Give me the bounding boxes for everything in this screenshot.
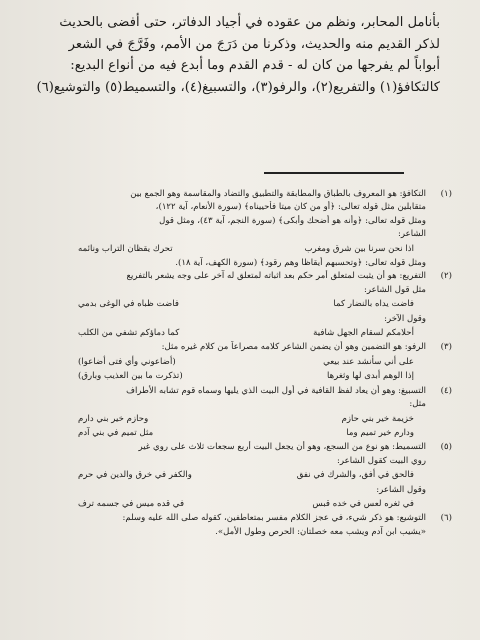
footnote-line: روي البيت كقول الشاعر:	[336, 455, 426, 466]
verse-second-hemistich: كما دماؤكم تشفي من الكلب	[78, 328, 180, 339]
footnote-line: الشاعر:	[397, 229, 426, 240]
verse	[18, 243, 426, 256]
verse-first-hemistich: فاضت يداه بالنضار كما	[333, 299, 414, 310]
footnote-number: (١)	[440, 189, 452, 199]
footnote-line: مثل:	[409, 399, 426, 410]
verse-first-hemistich: على أني سأنشد عند بيعي	[323, 356, 414, 367]
footnote-line: التسبيغ: وهو أن يعاد لفظ القافية في أول البيت الذي يليها وسماه قوم تشابه الأطراف	[126, 385, 426, 396]
footnote-number: (٥)	[440, 442, 452, 453]
footnote-number: (٤)	[440, 385, 452, 396]
verse-second-hemistich: فاضت ظباه في الوغى بدمي	[78, 299, 179, 310]
verse	[18, 427, 426, 440]
main-text-line: أبواباً لم يفرجها من كان له - قدم القدم وما أبدع فيه من أنواع البديع:	[70, 58, 440, 73]
verse-second-hemistich: تحرك يقظان التراب ونائمه	[78, 243, 173, 254]
verse-second-hemistich: وحازم خير بني دارم	[78, 413, 149, 424]
verse-second-hemistich: مثل تميم في بني آدم	[78, 427, 154, 438]
footnote-line: متقابلين مثل قوله تعالى: ﴿أو من كان ميتا فأحييناه﴾ (سورة الأنعام، آية ١٢٢)،	[155, 202, 426, 213]
verse-first-hemistich: اذا نحن سرنا بين شرق ومغرب	[304, 243, 414, 254]
footnote-line: التفريع: هو أن يثبت لمتعلق أمر حكم بعد اثباته لمتعلق له آخر على وجه يشعر بالتفريع	[126, 271, 426, 282]
footnote-number: (٦)	[440, 513, 452, 524]
footnote-line: التكافؤ: هو المعروف بالطباق والمطابقة والتطبيق والتضاد والمقاسمة وهو الجمع بين	[130, 189, 426, 199]
footnote-1	[18, 188, 452, 270]
verse	[18, 298, 426, 311]
verse	[18, 413, 426, 426]
verse-second-hemistich: والكفر في خرق والدين في حرم	[78, 470, 192, 481]
footnote-line: التسميط: هو نوع من السجع، وهو أن يجعل البيت أربع سجعات ثلاث على روي غير	[138, 442, 426, 453]
verse-second-hemistich: في قده ميس في جسمه ترف	[78, 498, 185, 509]
verse-first-hemistich: إذا الوهم أبدى لها وثغرها	[326, 371, 414, 382]
main-text-line: بأنامل المحابر، ونظم من عقوده في أجياد الدفاتر، حتى أفضى بالحديث	[59, 15, 440, 30]
footnote-5	[18, 441, 452, 511]
footnote-line: ومثل قوله تعالى: ﴿وأنه هو أضحك وأبكى﴾ (سورة النجم، آية ٤٣)، ومثل قول	[159, 215, 426, 226]
footnote-line: وقول الشاعر:	[376, 484, 426, 495]
footnote-2	[18, 270, 452, 340]
footnote-number: (٢)	[440, 271, 452, 282]
footnote-line: الرفو: هو التضمين وهو أن يضمن الشاعر كلامه مصراعاً من كلام غيره مثل:	[161, 342, 426, 353]
footnote-line: ومثل قوله تعالى: ﴿وتحسبهم أيقاظا وهم رقود﴾ (سورة الكهف، آية ١٨).	[175, 258, 426, 269]
footnote-line: «يشيب ابن آدم ويشب معه خصلتان: الحرص وطول الأمل».	[215, 526, 426, 537]
verse	[18, 370, 426, 383]
verse-first-hemistich: فالحق في أفق، والشرك في نفق	[296, 470, 414, 481]
main-text	[18, 12, 440, 98]
footnote-line: مثل قول الشاعر:	[363, 284, 426, 295]
verse-first-hemistich: ودارم خير تميم وما	[346, 427, 414, 438]
footnote-6	[18, 512, 452, 539]
footnote-line: وقول الآخر:	[384, 313, 426, 324]
main-text-line: كالتكافؤ(١) والتفريع(٢)، والرفو(٣)، والتسبيغ(٤)، والتسميط(٥) والتوشيع(٦)	[36, 79, 440, 95]
footnotes	[18, 188, 452, 539]
verse	[18, 469, 426, 482]
footnote-line: التوشيع: هو ذكر شيء، في عجز الكلام مفسر بمتعاطفين، كقوله صلى الله عليه وسلم:	[122, 513, 426, 524]
footnote-separator	[264, 172, 404, 174]
verse	[18, 327, 426, 340]
verse-first-hemistich: خزيمة خير بني حازم	[341, 413, 414, 424]
verse-first-hemistich: أحلامكم لسقام الجهل شافية	[313, 328, 414, 339]
verse-first-hemistich: في ثغره لعس في خده قبس	[312, 498, 414, 509]
footnote-4	[18, 385, 452, 441]
verse-second-hemistich: (أضاعوني وأي فتى أضاعوا)	[78, 356, 176, 367]
verse	[18, 498, 426, 511]
verse	[18, 356, 426, 369]
footnote-number: (٣)	[440, 342, 452, 353]
footnote-3	[18, 341, 452, 383]
verse-second-hemistich: (تذكرت ما بين العذيب وبارق)	[78, 371, 183, 382]
main-text-line: لذكر القديم منه والحديث، وذكرنا من دَرَجَ من الأمم، وفَرَّجَ في الشعر	[68, 36, 440, 52]
